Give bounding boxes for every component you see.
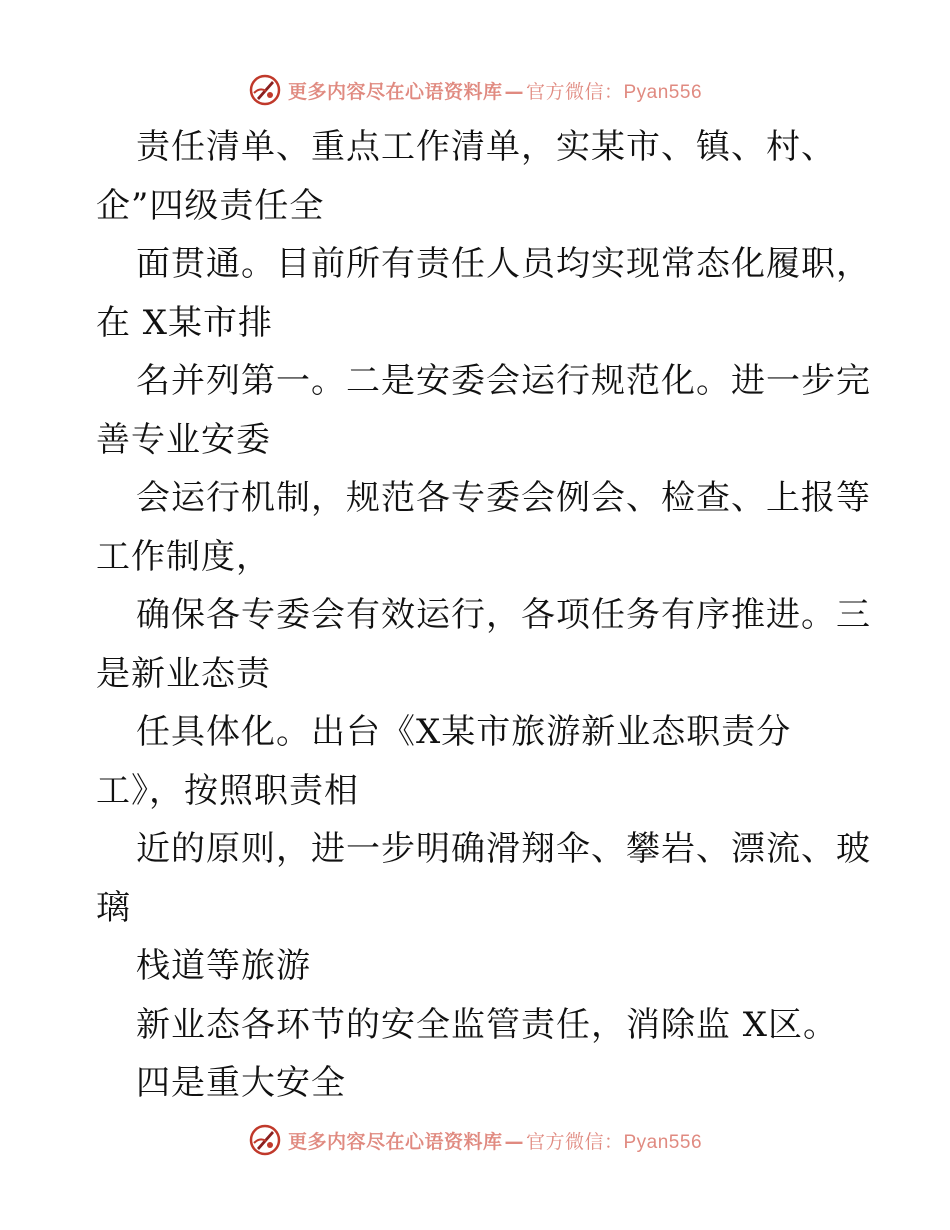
banner-sub-text: 官方微信： [525, 1130, 624, 1153]
banner-main-text: 更多内容尽在心语资料库 [287, 1130, 503, 1153]
text-line: 任具体化。出台《X某市旅游新业态职责分 [136, 712, 792, 752]
text-line: 确保各专委会有效运行，各项任务有序推进。三 [136, 595, 871, 635]
text-line: 是新业态责 [96, 653, 271, 694]
text-line: 工作制度， [96, 536, 271, 577]
banner-sub-text: 官方微信： [525, 80, 624, 103]
text-line: 会运行机制，规范各专委会例会、检查、上报等 [136, 478, 871, 518]
text-line: 新业态各环节的安全监管责任，消除监 X区。 [136, 1004, 839, 1045]
text-line: 责任清单、重点工作清单，实某市、镇、村、 [136, 127, 836, 167]
banner-main-text: 更多内容尽在心语资料库 [287, 80, 503, 103]
header-watermark [0, 70, 950, 110]
banner-dash: — [504, 80, 524, 103]
quill-logo-icon [248, 1123, 282, 1157]
footer-watermark [0, 1120, 950, 1160]
text-line: 栈道等旅游 [136, 946, 311, 986]
text-line: 璃 [96, 887, 131, 928]
text-line: 近的原则，进一步明确滑翔伞、攀岩、漂流、玻 [136, 829, 871, 869]
banner-dash: — [504, 1130, 524, 1153]
text-line: 四是重大安全 [136, 1063, 346, 1103]
text-line: 善专业安委 [96, 419, 271, 460]
text-line: 名并列第一。二是安委会运行规范化。进一步完 [136, 361, 871, 401]
banner-wechat-id: Pyan556 [623, 1131, 703, 1153]
text-line: 企”四级责任全 [96, 185, 325, 226]
text-line: 工》，按照职责相 [96, 770, 359, 811]
quill-logo-icon [248, 73, 282, 107]
text-line: 面贯通。目前所有责任人员均实现常态化履职， [136, 244, 871, 284]
text-line: 在 X某市排 [96, 302, 274, 343]
banner-wechat-id: Pyan556 [623, 81, 703, 103]
document-body [96, 118, 876, 1113]
